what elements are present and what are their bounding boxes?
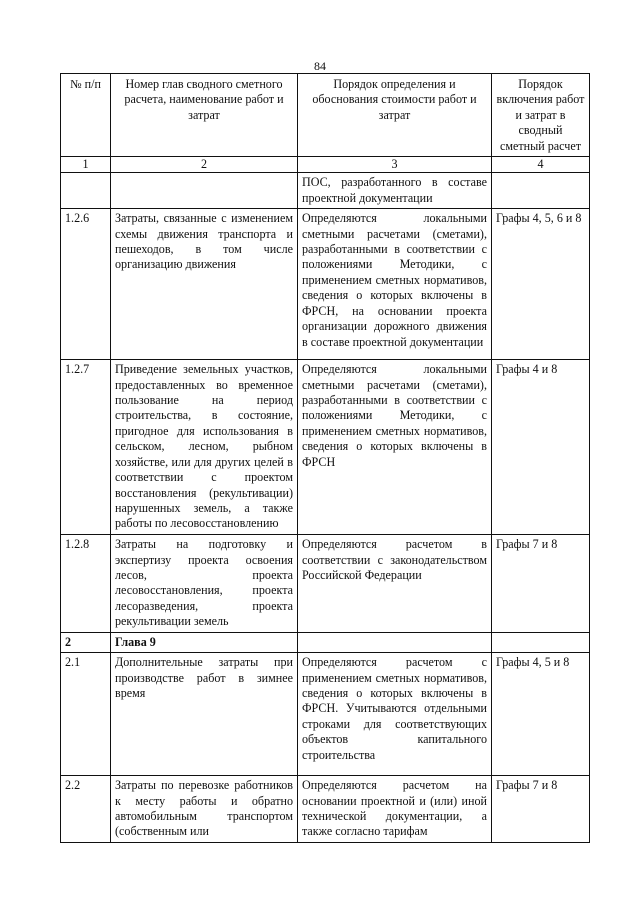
header-cost-method: Порядок определения и обоснования стоимости работ и затрат (298, 74, 492, 157)
row-inclusion: Графы 4 и 8 (492, 360, 590, 535)
chapter-number: 2 (61, 632, 111, 652)
chapter-row (61, 632, 590, 652)
page-number: 84 (314, 59, 326, 73)
column-number: 2 (111, 157, 298, 173)
row-inclusion: Графы 4, 5, 6 и 8 (492, 209, 590, 360)
row-method: Определяются расчетом в соответствии с законодательством Российской Федерации (298, 535, 492, 632)
column-number-row (61, 157, 590, 173)
row-inclusion: Графы 7 и 8 (492, 535, 590, 632)
table-header-row (61, 74, 590, 157)
header-work-name: Номер глав сводного сметного расчета, наименование работ и затрат (111, 74, 298, 157)
row-method: Определяются локальными сметными расчетами (сметами), разработанными в соответствии с положениями Методики, с применением сметных нормативов, сведения о которых включены в ФРСН, на основании проекта организации дорожного движения в составе проектной документации (298, 209, 492, 360)
column-number: 3 (298, 157, 492, 173)
row-name: Затраты на подготовку и экспертизу проекта освоения лесов, проекта лесовосстановления, проекта лесоразведения, проекта рекультивации земель (111, 535, 298, 632)
row-name (111, 173, 298, 209)
row-inclusion (492, 632, 590, 652)
row-method: Определяются расчетом на основании проектной и (или) иной технической документации, а также согласно тарифам (298, 776, 492, 843)
row-name: Приведение земельных участков, предоставленных во временное пользование на период строительства, в состояние, пригодное для использования в сельском, лесном, рыбном хозяйстве, или для других целей в соответствии с проектом восстановления (рекультивации) нарушенных земель, а также работы по лесовосстановлению (111, 360, 298, 535)
cost-estimate-table (60, 73, 590, 843)
row-number: 1.2.6 (61, 209, 111, 360)
row-name: Затраты, связанные с изменением схемы движения транспорта и пешеходов, в том числе организацию движения (111, 209, 298, 360)
table-row (61, 173, 590, 209)
row-method: Определяются расчетом с применением сметных нормативов, сведения о которых включены в ФРСН. Учитываются отдельными строками для соответствующих объектов капитального строительства (298, 653, 492, 776)
header-inclusion: Порядок включения работ и затрат в сводный сметный расчет (492, 74, 590, 157)
row-number (61, 173, 111, 209)
column-number: 1 (61, 157, 111, 173)
column-number: 4 (492, 157, 590, 173)
header-item-number: № п/п (61, 74, 111, 157)
row-number: 1.2.7 (61, 360, 111, 535)
table-row (61, 653, 590, 776)
row-inclusion: Графы 7 и 8 (492, 776, 590, 843)
table-row (61, 209, 590, 360)
row-inclusion: Графы 4, 5 и 8 (492, 653, 590, 776)
row-name: Дополнительные затраты при производстве работ в зимнее время (111, 653, 298, 776)
table-row (61, 776, 590, 843)
table-row (61, 360, 590, 535)
row-number: 2.1 (61, 653, 111, 776)
row-method: Определяются локальными сметными расчетами (сметами), разработанными в соответствии с положениями Методики, с применением сметных нормативов, сведения о которых включены в ФРСН (298, 360, 492, 535)
table-row (61, 535, 590, 632)
row-method: ПОС, разработанного в составе проектной документации (298, 173, 492, 209)
row-number: 1.2.8 (61, 535, 111, 632)
chapter-title: Глава 9 (111, 632, 298, 652)
row-method (298, 632, 492, 652)
row-number: 2.2 (61, 776, 111, 843)
row-inclusion (492, 173, 590, 209)
row-name: Затраты по перевозке работников к месту работы и обратно автомобильным транспортом (собственным или (111, 776, 298, 843)
